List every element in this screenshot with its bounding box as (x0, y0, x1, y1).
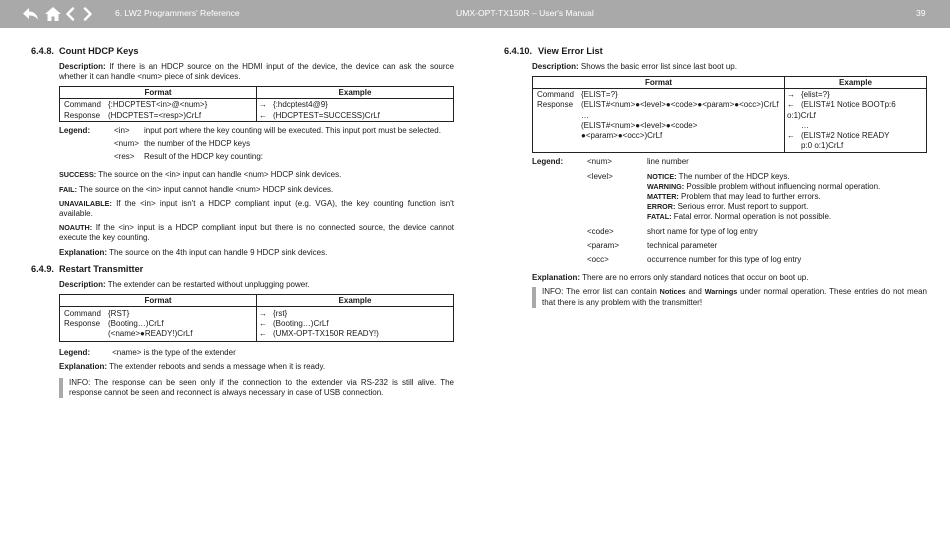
back-icon[interactable] (20, 4, 42, 24)
format-table-error-list: Format Example Command {ELIST=?} Response (ELIST#<num>●<level>●<code>●<param>●<occ>)CrLf … (ELIST#<num>●<level>●<code> ●<param>●<occ>)CrLf → {elist=?} ← (ELIST#1 Notice BOOTp:6 o:1)CrLf … ← (ELIST#2 Notice READY p:0 o:1)CrLf (532, 76, 927, 153)
legend-error-list: Legend: <num> line number <level> NOTICE: The number of the HDCP keys. WARNING: Possible problem without influencing normal operation. MATTER: Problem that may lead to further errors. ERROR: Serious error. Must report to support. FATAL: Fatal error. Normal operation is not possible. <code> short name for type of log entry <param> technical parameter <occ> occurrence number for this type of log entry (532, 157, 881, 265)
result-noauth: NOAUTH: If the <in> input is a HDCP compliant input but there is no connected source, the device cannot execute the key counting. (59, 223, 454, 243)
chapter-title: 6. LW2 Programmers' Reference (115, 8, 240, 18)
page-number: 39 (916, 8, 926, 18)
previous-page-icon[interactable] (63, 4, 77, 24)
description: Description: If there is an HDCP source on the HDMI input of the device, the device can ask the source whether it can handle <num> piece of sink devices. (59, 62, 454, 82)
format-table-count-hdcp: Format Example Command {:HDCPTEST<in>@<num>} Response (HDCPTEST=<resp>)CrLf → {:hdcptest4@9} ← (HDCPTEST=SUCCESS)CrLf (59, 86, 454, 121)
result-fail: FAIL: The source on the <in> input cannot handle <num> HDCP sink devices. (59, 184, 334, 194)
section-heading-view-error-list: 6.4.10. View Error List (504, 46, 603, 56)
explanation: Explanation: The source on the 4th input can handle 9 HDCP sink devices. (59, 247, 328, 257)
result-success: SUCCESS: The source on the <in> input can handle <num> HDCP sink devices. (59, 170, 342, 180)
info-box: INFO: The response can be seen only if the connection to the extender via RS-232 is still alive. The response cannot be seen and reconnect is always necessary in case of USB connection. (59, 378, 454, 398)
document-title: UMX-OPT-TX150R – User's Manual (456, 8, 594, 18)
legend-restart: Legend: <name> is the type of the extender (59, 347, 236, 357)
explanation: Explanation: There are no errors only standard notices that occur on boot up. (532, 273, 809, 283)
section-heading-count-hdcp-keys: 6.4.8. Count HDCP Keys (31, 46, 139, 56)
legend-count-hdcp: Legend: <in> input port where the key counting will be executed. This input port must be selected. <num> the number of the HDCP keys <res> Result of the HDCP key counting: (59, 125, 441, 162)
format-table-restart: Format Example Command {RST} Response (Booting…)CrLf (<name>●READY!)CrLf → {rst} ← (Booting…)CrLf ← (UMX-OPT-TX150R READY!) (59, 294, 454, 342)
left-column (31, 46, 454, 398)
home-icon[interactable] (43, 4, 63, 24)
right-column (504, 46, 927, 308)
header-bar (0, 0, 950, 28)
description: Description: The extender can be restarted without unplugging power. (59, 279, 310, 289)
section-heading-restart-transmitter: 6.4.9. Restart Transmitter (31, 263, 144, 274)
next-page-icon[interactable] (81, 4, 95, 24)
explanation: Explanation: The extender reboots and sends a message when it is ready. (59, 361, 326, 371)
description: Description: Shows the basic error list since last boot up. (532, 62, 737, 71)
result-unavailable: UNAVAILABLE: If the <in> input isn't a HDCP compliant input (e.g. VGA), the key counting function isn't available. (59, 198, 454, 219)
info-box: INFO: The error list can contain Notices and Warnings under normal operation. These entries do not mean that there is any problem with the transmitter! (532, 287, 927, 307)
